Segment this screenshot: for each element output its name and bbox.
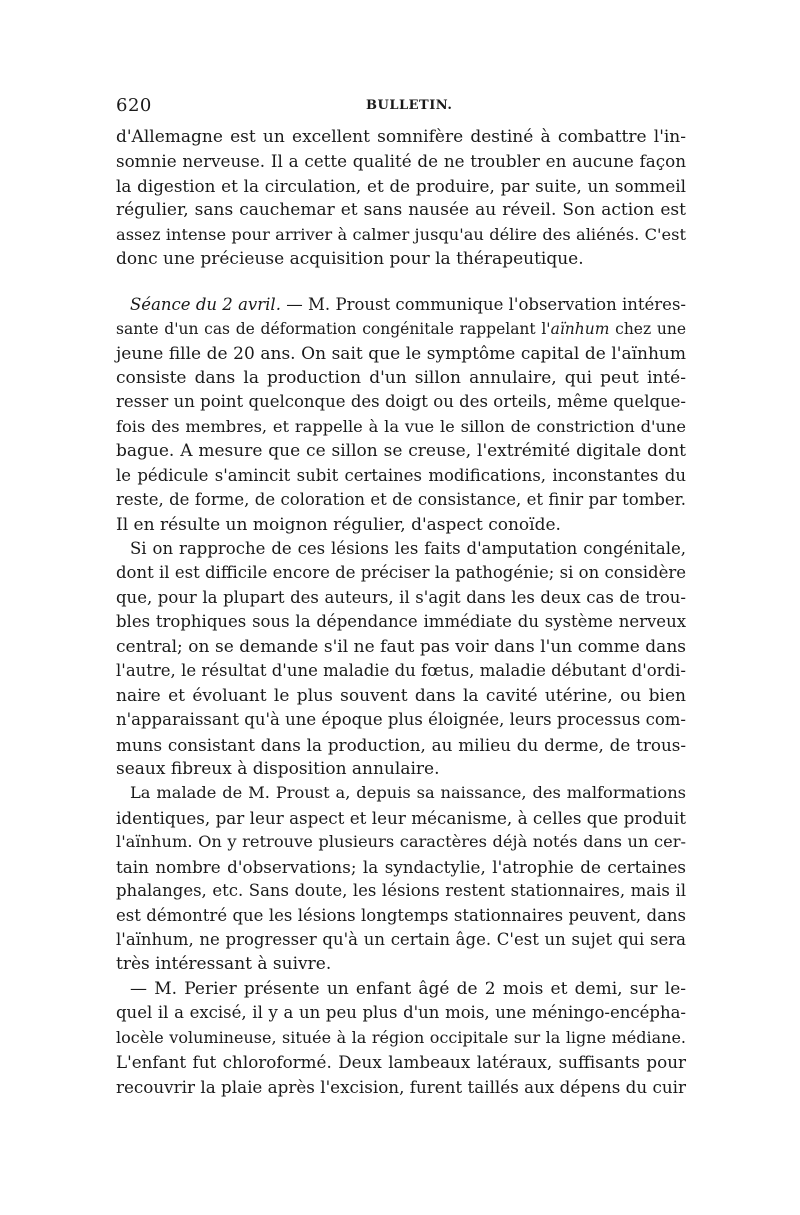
- text-line: reste, de forme, de coloration et de consistance, et finir par tomber.: [116, 490, 686, 510]
- text-line: que, pour la plupart des auteurs, il s'agit dans les deux cas de trou-: [116, 587, 686, 607]
- text-line: seaux fibreux à disposition annulaire.: [116, 758, 440, 779]
- text-line: est démontré que les lésions longtemps stationnaires peuvent, dans: [116, 905, 686, 925]
- text-fragment: — M. Proust communique l'observation intéres-: [280, 294, 686, 314]
- text-line: bles trophiques sous la dépendance immédiate du système nerveux: [116, 612, 686, 632]
- text-line: naire et évoluant le plus souvent dans la cavité utérine, ou bien: [116, 685, 686, 706]
- text-line: — M. Perier présente un enfant âgé de 2 mois et demi, sur le-: [130, 978, 686, 999]
- text-line: [116, 317, 686, 341]
- text-line: central; on se demande s'il ne faut pas voir dans l'un comme dans: [116, 636, 686, 657]
- paragraph-amputation: [116, 537, 686, 781]
- text-line: phalanges, etc. Sans doute, les lésions restent stationnaires, mais il: [116, 881, 686, 901]
- text-line: muns consistant dans la production, au milieu du derme, de trous-: [116, 734, 686, 755]
- text-line: quel il a excisé, il y a un peu plus d'un mois, une méningo-encépha-: [116, 1003, 686, 1023]
- text-line: donc une précieuse acquisition pour la thérapeutique.: [116, 249, 584, 270]
- text-line: identiques, par leur aspect et leur mécanisme, à celles que produit: [116, 807, 686, 828]
- text-fragment: sante d'un cas de déformation congénitale rappelant l': [116, 320, 551, 339]
- text-line: consiste dans la production d'un sillon annulaire, qui peut inté-: [116, 367, 686, 388]
- text-line: régulier, sans cauchemar et sans nausée au réveil. Son action est: [116, 200, 686, 221]
- page-number: 620: [116, 95, 152, 116]
- text-line: Si on rapproche de ces lésions les faits d'amputation congénitale,: [130, 539, 686, 558]
- text-line: jeune fille de 20 ans. On sait que le symptôme capital de l'aïnhum: [116, 343, 686, 364]
- text-line: somnie nerveuse. Il a cette qualité de ne troubler en aucune façon: [116, 151, 686, 172]
- text-line: bague. A mesure que ce sillon se creuse, l'extrémité digitale dont: [116, 441, 686, 462]
- paragraph-seance-2-avril: [116, 293, 686, 537]
- session-date: Séance du 2 avril.: [130, 294, 281, 314]
- text-line: l'aïnhum. On y retrouve plusieurs caractères déjà notés dans un cer-: [116, 832, 686, 852]
- text-line: dont il est difficile encore de préciser la pathogénie; si on considère: [116, 563, 686, 583]
- text-line: assez intense pour arriver à calmer jusqu'au délire des aliénés. C'est: [116, 224, 686, 244]
- text-line: L'enfant fut chloroformé. Deux lambeaux latéraux, suffisants pour: [116, 1052, 686, 1073]
- text-line: l'aïnhum, ne progresser qu'à un certain âge. C'est un sujet qui sera: [116, 930, 686, 949]
- text-line: fois des membres, et rappelle à la vue le sillon de constriction d'une: [116, 416, 686, 436]
- body-text: [116, 125, 686, 1099]
- italic-term: aïnhum: [550, 320, 610, 339]
- text-line: la digestion et la circulation, et de produire, par suite, un sommeil: [116, 175, 686, 196]
- text-line: très intéressant à suivre.: [116, 954, 332, 975]
- text-fragment: chez une: [609, 320, 686, 339]
- text-line: [116, 293, 686, 317]
- text-line: La malade de M. Proust a, depuis sa naissance, des malformations: [130, 783, 686, 803]
- document-page: [116, 95, 686, 1099]
- page-header: [116, 95, 686, 125]
- text-line: l'autre, le résultat d'une maladie du fœtus, maladie débutant d'ordi-: [116, 661, 686, 681]
- paragraph-somnifere: [116, 125, 686, 272]
- paragraph-perier: [116, 977, 686, 1099]
- text-line: resser un point quelconque des doigt ou des orteils, même quelque-: [116, 392, 686, 412]
- paragraph-malade-proust: [116, 781, 686, 977]
- text-line: le pédicule s'amincit subit certaines modifications, inconstantes du: [116, 465, 686, 485]
- text-line: recouvrir la plaie après l'excision, furent taillés aux dépens du cuir: [116, 1076, 686, 1097]
- text-line: tain nombre d'observations; la syndactylie, l'atrophie de certaines: [116, 856, 686, 877]
- running-head: BULLETIN.: [366, 98, 453, 113]
- text-line: locèle volumineuse, située à la région occipitale sur la ligne médiane.: [116, 1027, 686, 1047]
- text-line: Il en résulte un moignon régulier, d'aspect conoïde.: [116, 514, 561, 535]
- paragraph-gap: [116, 272, 686, 293]
- text-line: d'Allemagne est un excellent somnifère destiné à combattre l'in-: [116, 127, 686, 147]
- text-line: n'apparaissant qu'à une époque plus éloignée, leurs processus com-: [116, 710, 686, 730]
